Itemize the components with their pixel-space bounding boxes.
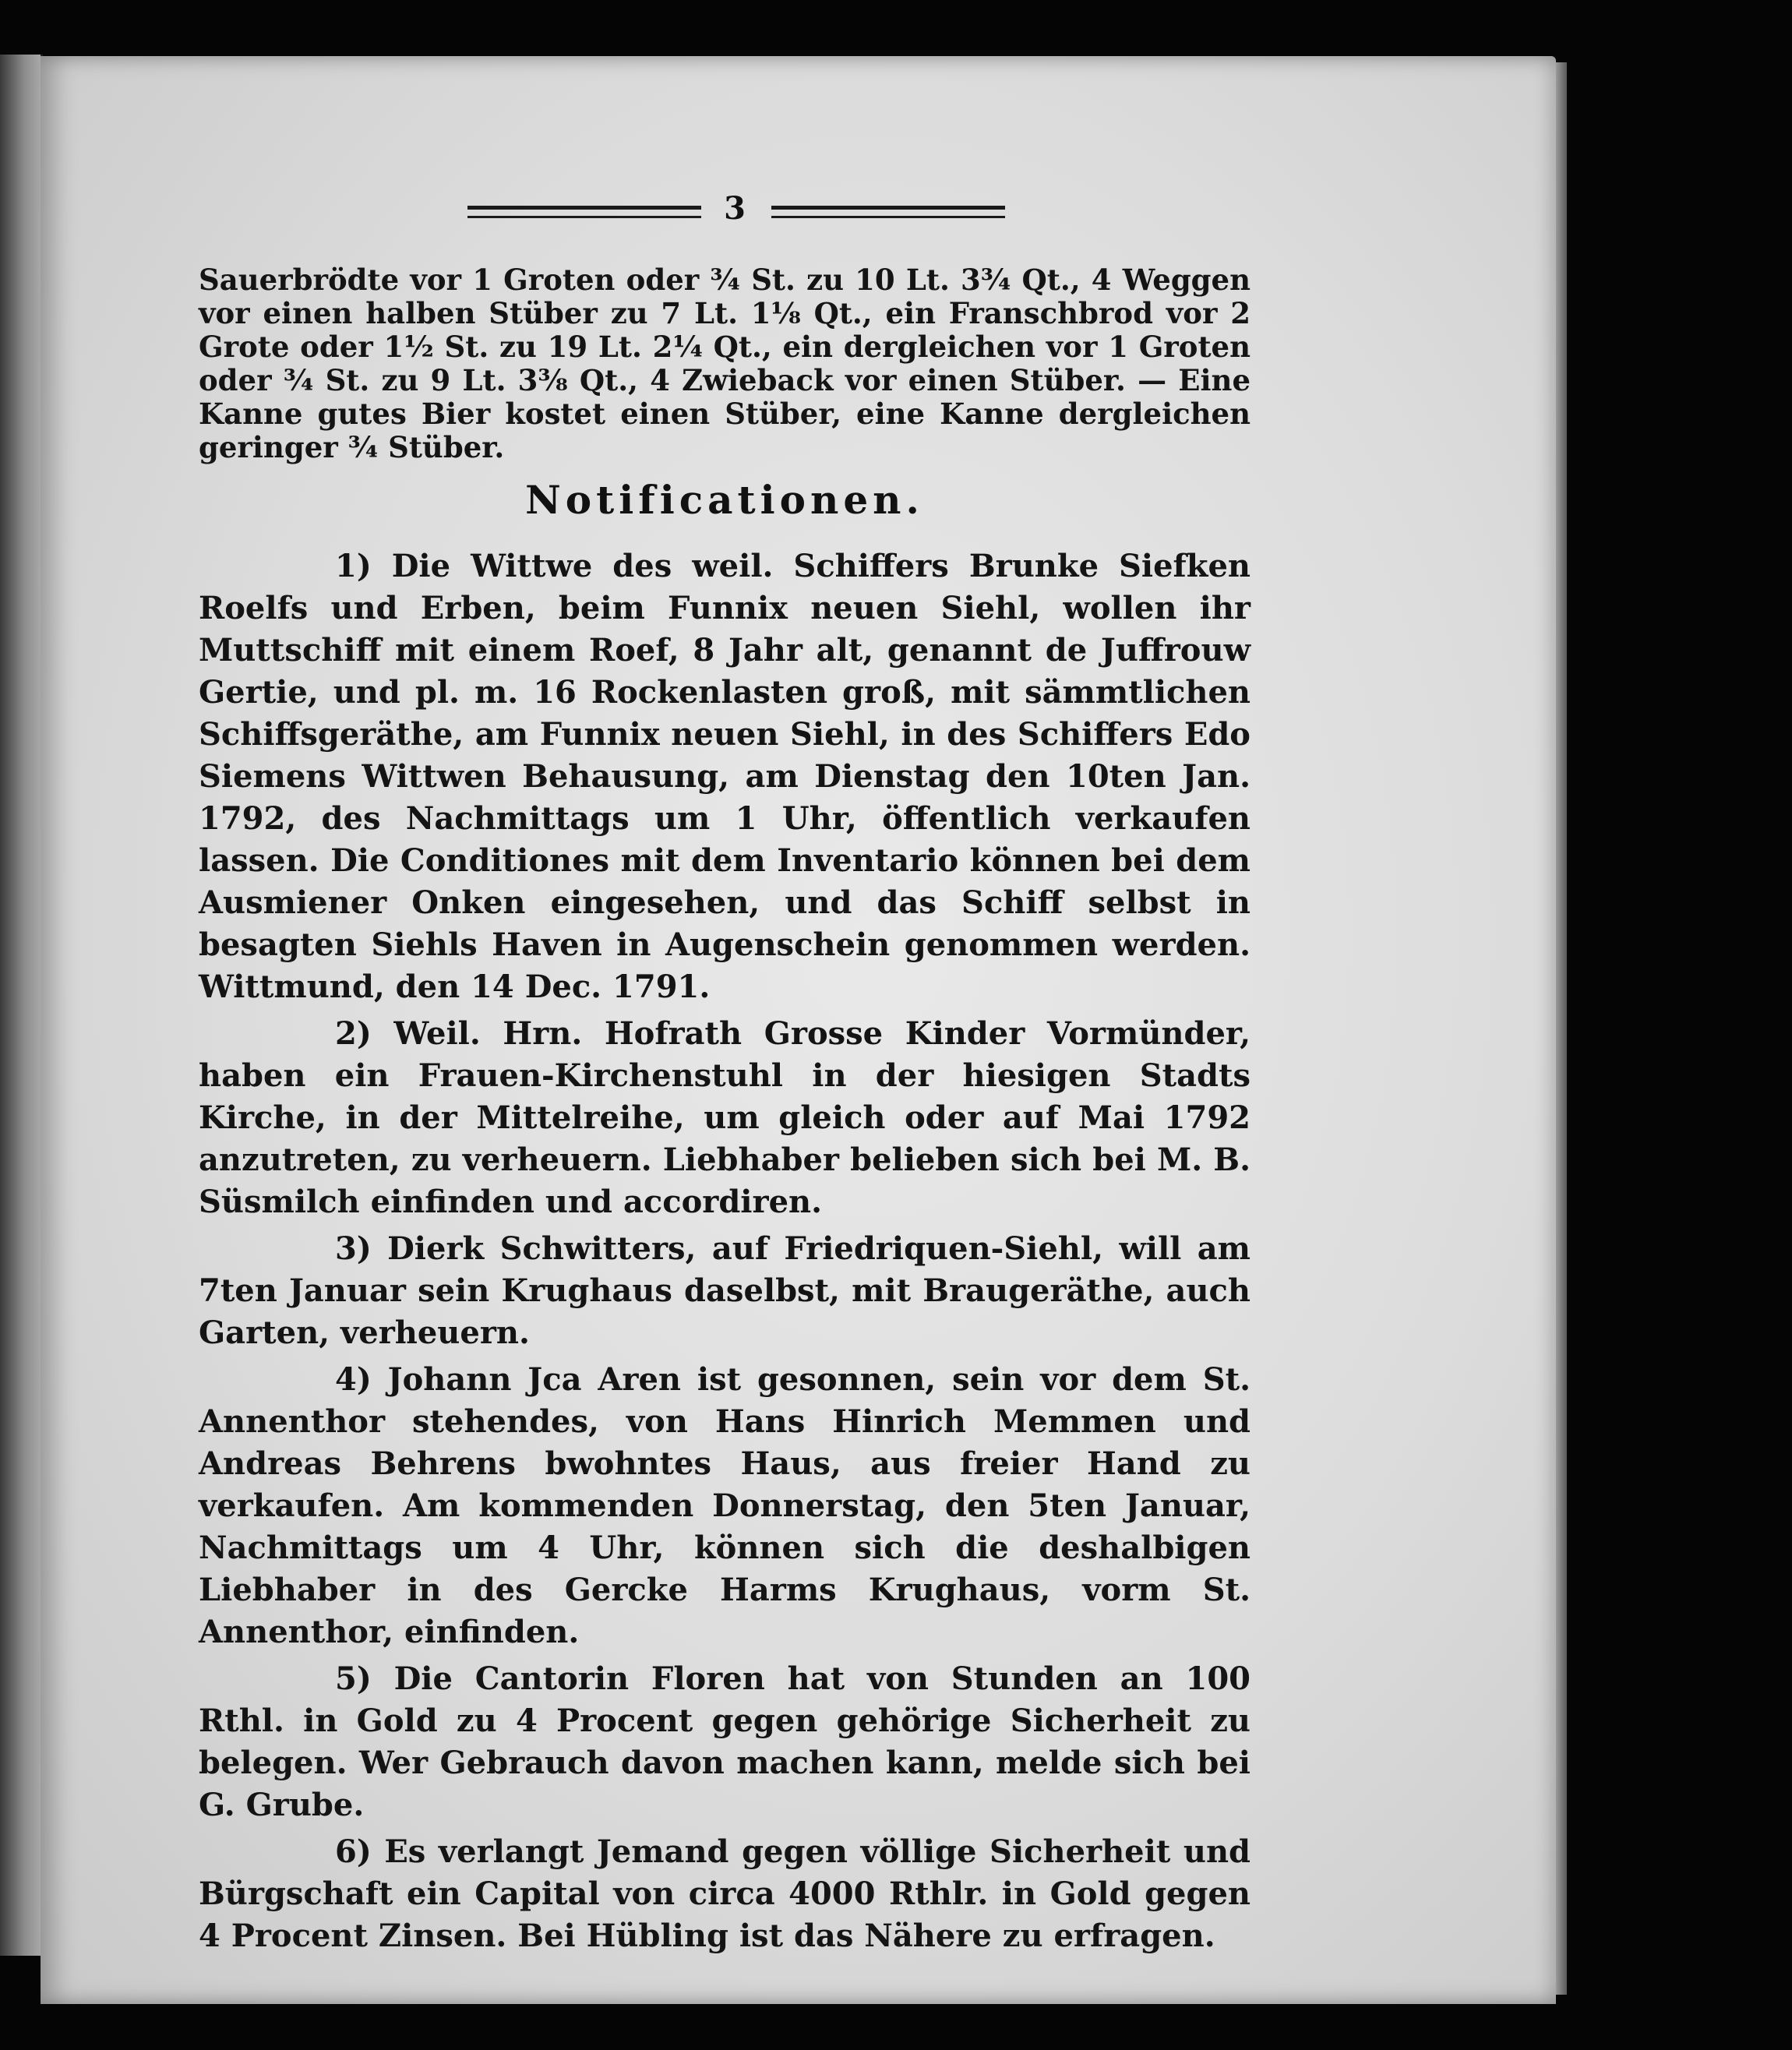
notice-item: 3) Dierk Schwitters, auf Friedriquen-Siehl, will am 7ten Januar sein Krughaus daselbst, mit Braugeräthe, auch Garten, verheuern. <box>199 1230 1251 1351</box>
notice-item: 6) Es verlangt Jemand gegen völlige Sicherheit und Bürgschaft ein Capital von circa 4000 Rthlr. in Gold gegen 4 Procent Zinsen. Bei Hübling ist das Nähere zu erfragen. <box>199 1833 1251 1954</box>
section-heading: Notificationen. <box>525 477 924 523</box>
notice-item: 2) Weil. Hrn. Hofrath Grosse Kinder Vormünder, haben ein Frauen-Kirchenstuhl in der hiesigen Stadts Kirche, in der Mittelreihe, um gleich oder auf Mai 1792 anzutreten, zu verheuern. Liebhaber belieben sich bei M. B. Süsmilch einfinden und accordiren. <box>199 1015 1251 1220</box>
header-rule-left <box>467 206 701 218</box>
notices-list <box>199 545 1251 1962</box>
intro-paragraph: Sauerbrödte vor 1 Groten oder ¾ St. zu 10 Lt. 3¾ Qt., 4 Weggen vor einen halben Stüber zu 7 Lt. 1⅛ Qt., ein Franschbrod vor 2 Grote oder 1½ St. zu 19 Lt. 2¼ Qt., ein dergleichen vor 1 Groten oder ¾ St. zu 9 Lt. 3⅜ Qt., 4 Zwieback vor einen Stüber. — Eine Kanne gutes Bier kostet einen Stüber, eine Kanne dergleichen geringer ¾ Stüber. <box>199 263 1251 464</box>
page-header <box>467 190 1005 227</box>
facing-page-edge <box>0 55 43 1956</box>
notice-item: 1) Die Wittwe des weil. Schiffers Brunke Siefken Roelfs und Erben, beim Funnix neuen Siehl, wollen ihr Muttschiff mit einem Roef, 8 Jahr alt, genannt de Juffrouw Gertie, und pl. m. 16 Rockenlasten groß, mit sämmtlichen Schiffsgeräthe, am Funnix neuen Siehl, in des Schiffers Edo Siemens Wittwen Behausung, am Dienstag den 10ten Jan. 1792, des Nachmittags um 1 Uhr, öffentlich verkaufen lassen. Die Conditiones mit dem Inventario können bei dem Ausmiener Onken eingesehen, und das Schiff selbst in besagten Siehls Haven in Augenschein genommen werden. Wittmund, den 14 Dec. 1791. <box>199 548 1251 1005</box>
notice-item: 5) Die Cantorin Floren hat von Stunden an 100 Rthl. in Gold zu 4 Procent gegen gehörige Sicherheit zu belegen. Wer Gebrauch davon machen kann, melde sich bei G. Grube. <box>199 1660 1251 1823</box>
notice-item: 4) Johann Jca Aren ist gesonnen, sein vor dem St. Annenthor stehendes, von Hans Hinrich Memmen und Andreas Behrens bwohntes Haus, aus freier Hand zu verkaufen. Am kommenden Donnerstag, den 5ten Januar, Nachmittags um 4 Uhr, können sich die deshalbigen Liebhaber in des Gercke Harms Krughaus, vorm St. Annenthor, einfinden. <box>199 1361 1251 1650</box>
page-right-edge <box>1556 62 1567 1995</box>
page-number: 3 <box>724 190 746 227</box>
header-rule-right <box>771 206 1005 218</box>
